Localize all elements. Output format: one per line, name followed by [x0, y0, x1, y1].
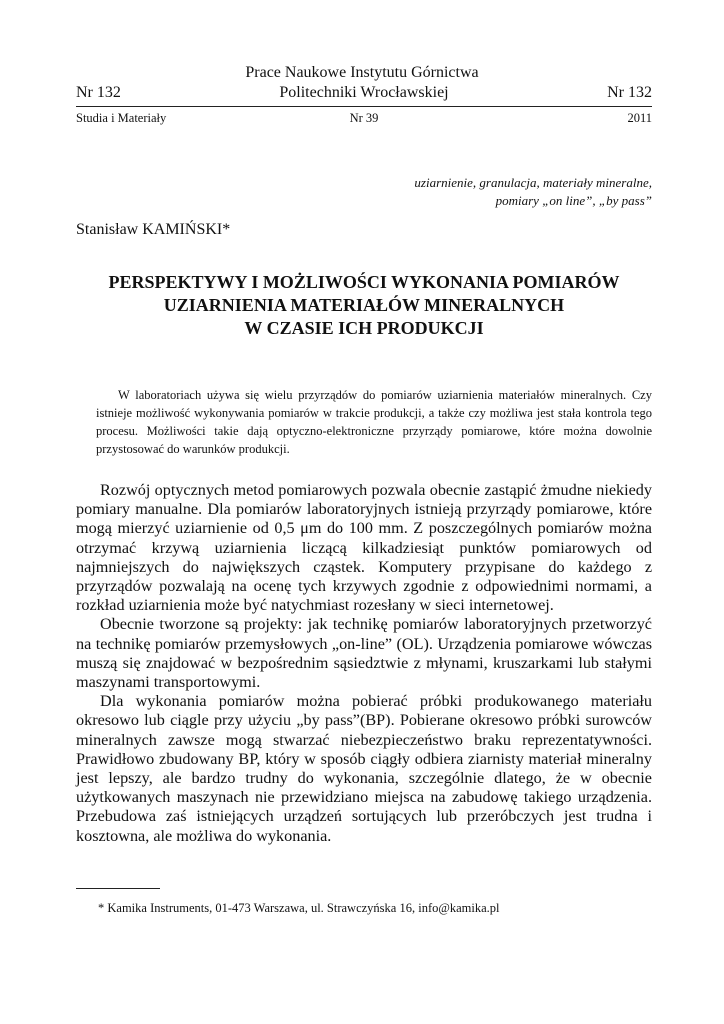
- paragraph-2: Obecnie tworzone są projekty: jak technikę pomiarów laboratoryjnych przetworzyć na technikę pomiarów przemysłowych „on-line” (OL). Urządzenia pomiarowe wówczas muszą się znajdować w bezpośrednim sąsiedztwie z młynami, kruszarkami lub stałymi maszynami transportowymi.: [76, 615, 652, 692]
- abstract: [96, 386, 652, 458]
- issue-number-left: Nr 132: [76, 84, 121, 101]
- series-issue: Nr 39: [349, 111, 379, 125]
- keywords-line1: uziarnienie, granulacja, materiały mineralne,: [414, 175, 652, 190]
- keywords-line2: pomiary „on line”, „by pass”: [495, 193, 652, 208]
- journal-name-line1: Prace Naukowe Instytutu Górnictwa: [245, 64, 479, 81]
- abstract-text: W laboratoriach używa się wielu przyrządów do pomiarów uziarnienia materiałów mineralnych. Czy istnieje możliwość wykonywania pomiarów w trakcie produkcji, a także czy możliwa jest stała kontrola tego procesu. Możliwości takie dają optyczno-elektroniczne przyrządy pomiarowe, które można dowolnie przystosować do warunków produkcji.: [96, 388, 652, 456]
- footnote: * Kamika Instruments, 01-473 Warszawa, ul. Strawczyńska 16, info@kamika.pl: [98, 901, 500, 915]
- body-text: [76, 481, 652, 846]
- title-line2: UZIARNIENIA MATERIAŁÓW MINERALNYCH: [163, 295, 565, 315]
- journal-name-line2: Politechniki Wrocławskiej: [279, 84, 449, 101]
- footnote-rule: [76, 888, 160, 889]
- publication-year: 2011: [627, 111, 652, 125]
- paper-title: [76, 271, 652, 340]
- series-name: Studia i Materiały: [76, 111, 167, 125]
- author-name: Stanisław KAMIŃSKI*: [76, 221, 231, 238]
- paragraph-1: Rozwój optycznych metod pomiarowych pozwala obecnie zastąpić żmudne niekiedy pomiary manualne. Dla pomiarów laboratoryjnych istnieją przyrządy pomiarowe, które mogą mierzyć uziarnienie od 0,5 μm do 100 mm. Z poszczególnych pomiarów można otrzymać krzywą uziarnienia liczącą kilkadziesiąt punktów pomiarowych od najmniejszych do największych cząstek. Komputery przypisane do każdego z przyrządów pozwalają na ocenę tych krzywych zgodnie z odpowiednimi normami, a rozkład uziarnienia może być natychmiast rozesłany w sieci internetowej.: [76, 481, 652, 615]
- paragraph-3: Dla wykonania pomiarów można pobierać próbki produkowanego materiału okresowo lub ciągle przy użyciu „by pass”(BP). Pobierane okresowo próbki surowców mineralnych zawsze mogą stwarzać niebezpieczeństwo braku reprezentatywności. Prawidłowo zbudowany BP, który w sposób ciągły odbiera ziarnisty materiał mineralny jest lepszy, ale bardzo trudny do wykonania, szczególnie dlatego, że w obecnie użytkowanych maszynach nie przewidziano miejsca na zabudowę takiego urządzenia. Przebudowa zaś istniejących urządzeń sortujących lub przeróbczych jest trudna i kosztowna, ale możliwa do wykonania.: [76, 692, 652, 845]
- title-line1: PERSPEKTYWY I MOŻLIWOŚCI WYKONANIA POMIARÓW: [108, 272, 620, 292]
- title-line3: W CZASIE ICH PRODUKCJI: [244, 318, 484, 338]
- header-divider: [76, 106, 652, 107]
- issue-number-right: Nr 132: [607, 84, 652, 101]
- keywords: [252, 174, 652, 210]
